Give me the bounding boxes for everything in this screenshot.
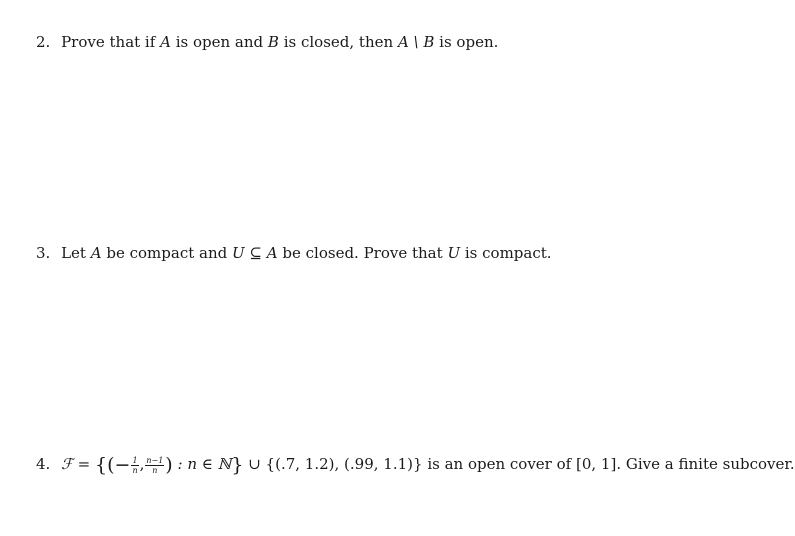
math-expression: U ⊆ A <box>232 244 278 262</box>
problem-number: 2. <box>36 33 51 51</box>
problem-4 <box>36 454 795 475</box>
problem-text: is open. <box>439 33 499 51</box>
problem-text: Prove that if <box>61 33 156 51</box>
problem-number: 3. <box>36 244 51 262</box>
math-condition: : n ∈ ℕ <box>177 455 232 473</box>
math-paren-open: (− <box>107 454 131 476</box>
problem-3 <box>36 243 552 263</box>
problem-text: Give a finite subcover. <box>625 455 795 473</box>
math-union-set: ∪ {(.7, 1.2), (.99, 1.1)} <box>248 455 423 473</box>
fraction-numerator: 1 <box>132 455 138 465</box>
math-paren-close: ) <box>165 454 173 476</box>
math-fraction <box>145 456 164 475</box>
problem-text: be closed. Prove that <box>282 244 443 262</box>
problem-text: is closed, then <box>283 33 394 51</box>
math-var: B <box>267 33 279 51</box>
problem-text: is compact. <box>464 244 552 262</box>
problem-text: is an open cover of <box>427 455 572 473</box>
problem-text: is open and <box>175 33 264 51</box>
problem-text: be compact and <box>106 244 228 262</box>
fraction-denominator: n <box>152 465 158 475</box>
fraction-numerator: n−1 <box>146 455 164 465</box>
math-var: A <box>90 244 102 262</box>
problem-text: Let <box>61 244 86 262</box>
math-brace-open: { <box>95 454 108 476</box>
math-fraction <box>131 456 138 475</box>
math-brace-close: } <box>231 454 244 476</box>
math-comma: , <box>139 455 145 473</box>
math-var: A <box>160 33 171 51</box>
fraction-denominator: n <box>132 465 138 475</box>
math-var: U <box>447 244 461 262</box>
problem-number: 4. <box>36 455 51 473</box>
problem-2 <box>36 32 498 52</box>
math-expression: A \ B <box>397 33 435 51</box>
math-family-symbol: ℱ <box>61 455 73 473</box>
math-equals: = <box>77 455 91 473</box>
math-interval: [0, 1]. <box>576 455 622 473</box>
